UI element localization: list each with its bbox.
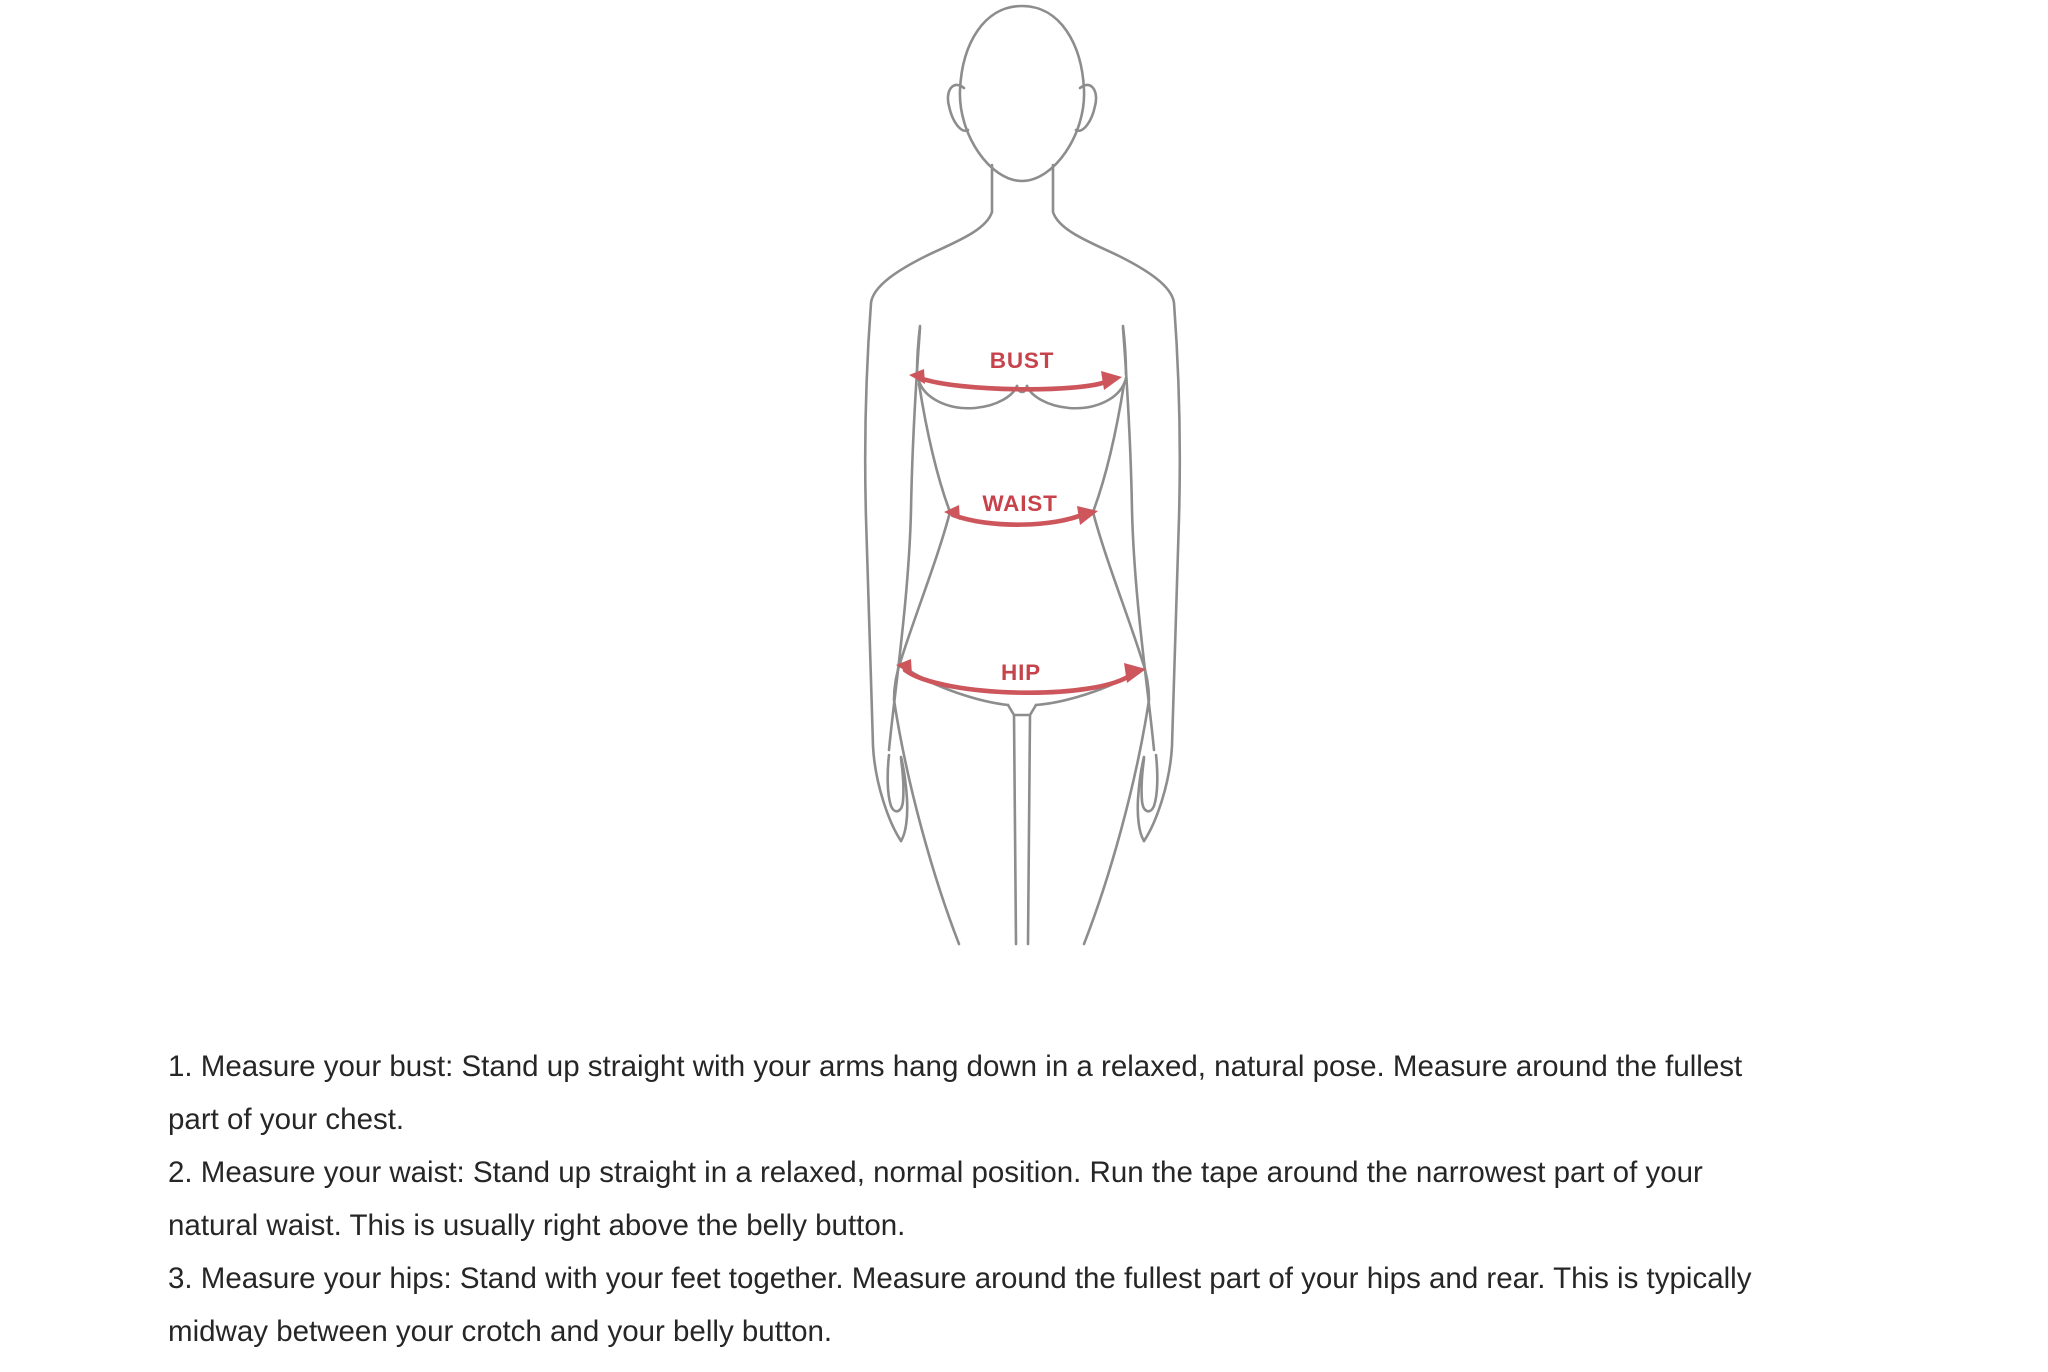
measurement-instructions — [168, 1040, 1983, 1358]
instruction-step-bust-line-2: part of your chest. — [168, 1103, 405, 1136]
left-thumb-outline — [888, 755, 904, 811]
instruction-step-hips-line-1: 3. Measure your hips: Stand with your feet together. Measure around the fullest part of your hips and rear. This is typically — [168, 1262, 1752, 1295]
instruction-step-hips — [168, 1252, 1983, 1358]
right-torso-leg-outline — [1084, 384, 1149, 944]
instruction-step-waist — [168, 1146, 1983, 1252]
right-thumb-outline — [1142, 755, 1158, 811]
hip-label: HIP — [1001, 660, 1041, 685]
instruction-step-bust — [168, 1040, 1983, 1146]
bust-measure-arrow — [920, 378, 1108, 389]
instruction-step-waist-line-2: natural waist. This is usually right above the belly button. — [168, 1209, 906, 1242]
waist-arrowhead-left — [944, 505, 960, 520]
instruction-step-hips-line-2: midway between your crotch and your belly button. — [168, 1315, 833, 1348]
instruction-step-waist-line-1: 2. Measure your waist: Stand up straight in a relaxed, normal position. Run the tape around the narrowest part of your — [168, 1156, 1703, 1189]
instruction-step-bust-line-1: 1. Measure your bust: Stand up straight with your arms hang down in a relaxed, natural pose. Measure around the fullest — [168, 1050, 1743, 1083]
waist-label: WAIST — [982, 491, 1058, 516]
head-outline — [960, 6, 1084, 181]
bust-label: BUST — [989, 348, 1055, 373]
left-neck-shoulder-arm-outline — [865, 165, 992, 841]
left-inner-leg-line — [1014, 715, 1016, 944]
bust-arrowhead-right — [1101, 371, 1122, 390]
crotch-line — [1008, 705, 1036, 715]
right-neck-shoulder-arm-outline — [1053, 165, 1180, 841]
right-inner-leg-line — [1028, 715, 1030, 944]
